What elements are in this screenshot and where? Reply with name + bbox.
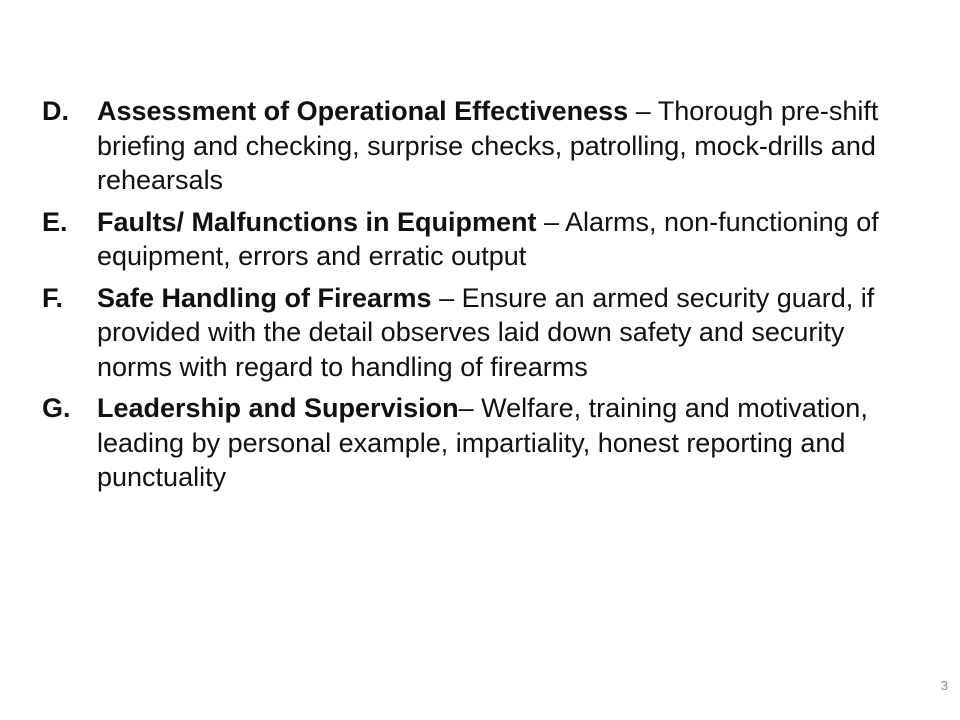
- list-marker: E.: [42, 206, 68, 237]
- list-item-body: [97, 391, 912, 495]
- item-description: Thorough pre-shift briefing and checking, surprise checks, patrolling, mock-drills and rehearsals: [97, 96, 879, 195]
- list-marker: D.: [42, 96, 69, 126]
- list-marker: F.: [42, 282, 64, 313]
- list-item: [42, 94, 912, 198]
- item-title: Leadership and Supervision: [97, 393, 459, 423]
- list-item: [42, 205, 912, 274]
- list-item: [42, 281, 912, 385]
- item-title: Faults/ Malfunctions in Equipment: [97, 206, 537, 237]
- item-separator: –: [536, 206, 566, 237]
- list-item: [42, 391, 912, 495]
- item-separator: –: [431, 282, 462, 313]
- item-title: Assessment of Operational Effectiveness: [97, 96, 629, 126]
- item-separator: –: [458, 393, 482, 423]
- item-description: Welfare, training and motivation, leading by personal example, impartiality, honest reporting and punctuality: [97, 393, 868, 492]
- list-marker: G.: [42, 393, 71, 423]
- item-separator: –: [628, 96, 658, 126]
- item-description: Ensure an armed security guard, if provided with the detail observes laid down safety and security norms with regard to handling of firearms: [97, 282, 875, 382]
- item-title: Safe Handling of Firearms: [97, 282, 432, 313]
- item-description: Alarms, non-functioning of equipment, errors and erratic output: [97, 206, 879, 271]
- list-item-body: [97, 205, 912, 274]
- list-item-body: [97, 94, 912, 198]
- page-number: 3: [940, 678, 948, 693]
- bullet-list: [42, 94, 912, 502]
- list-item-body: [97, 281, 912, 385]
